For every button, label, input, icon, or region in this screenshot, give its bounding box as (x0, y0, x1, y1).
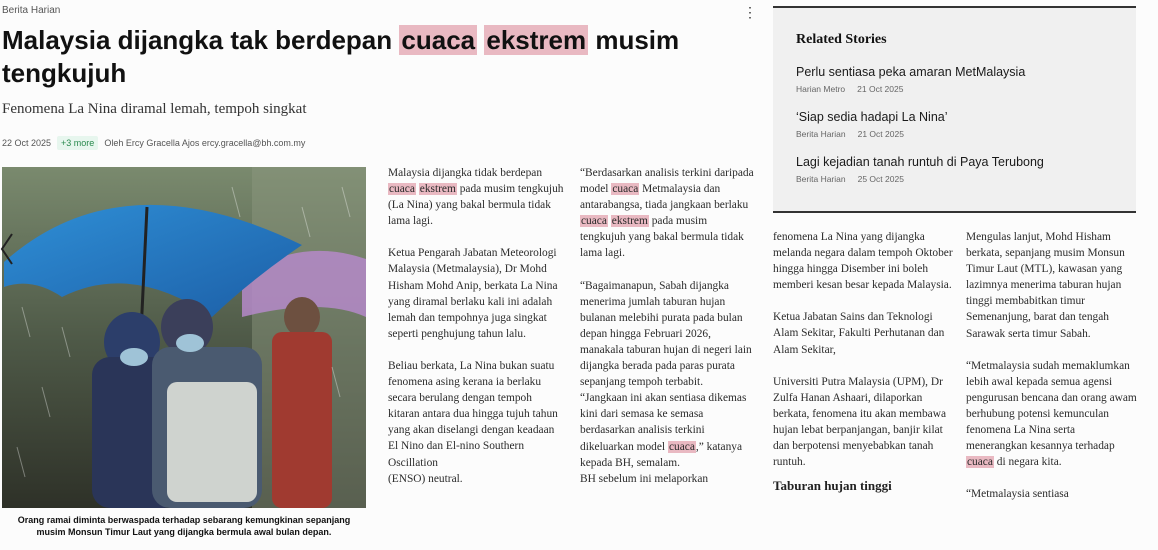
paragraph: “Bagaimanapun, Sabah dijangka menerima jumlah taburan hujan bulanan melebihi purata pada bulan depan hingga Februari 2026, manakala taburan hujan di negeri lain dijangka berada pada paras purata sepanjang tempoh terbabit. (580, 279, 752, 389)
photo-caption (2, 514, 366, 538)
paragraph (580, 165, 755, 262)
story-date: 21 Oct 2025 (857, 129, 904, 139)
search-highlight: cuaca (967, 456, 993, 469)
related-story-meta (796, 129, 1116, 139)
more-authors-button[interactable]: +3 more (57, 136, 98, 150)
byline: Oleh Ercy Gracella Ajos ercy.gracella@bh.com.my (104, 138, 306, 148)
related-story-title[interactable]: Perlu sentiasa peka amaran MetMalaysia (796, 65, 1026, 79)
related-story-link[interactable] (796, 155, 1116, 184)
related-story-title[interactable]: ‘Siap sedia hadapi La Nina’ (796, 110, 948, 124)
section-subheading: Taburan hujan tinggi (773, 478, 892, 494)
related-story-link[interactable] (796, 65, 1116, 94)
search-highlight: cuaca (612, 183, 639, 196)
related-story-meta (796, 174, 1116, 184)
chevron-left-icon[interactable] (0, 232, 14, 266)
text: ,” katanya kepada BH, semalam. (580, 440, 743, 469)
story-source: Berita Harian (796, 129, 846, 139)
paragraph (388, 165, 566, 229)
paragraph (966, 358, 1138, 471)
related-stories-panel (773, 6, 1136, 213)
paragraph: Ketua Jabatan Sains dan Teknologi Alam Sekitar, Fakulti Perhutanan dan Alam Sekitar, (773, 311, 945, 356)
publish-date: 22 Oct 2025 (2, 138, 52, 148)
article-headline (2, 24, 742, 90)
story-source: Berita Harian (796, 174, 846, 184)
text: Metmalaysia dan antarabangsa, tiada jangkaan berlaku (580, 183, 749, 212)
headline-text: Malaysia dijangka tak berdepan (2, 25, 393, 55)
publication-name: Berita Harian (2, 5, 61, 16)
text: “Metmalaysia sudah memaklumkan lebih awal kepada semua agensi pengurusan bencana dan orang awam berhubung potensi kemunculan fenomena La Nina serta menerangkan kesannya terhadap (966, 359, 1137, 453)
paragraph: “Metmalaysia sentiasa (966, 488, 1069, 501)
paragraph (580, 390, 755, 470)
paragraph: Ketua Pengarah Jabatan Meteorologi Malaysia (Metmalaysia), Dr Mohd Hisham Mohd Anip, berkata La Nina yang diramal berlaku kali ini adalah lemah dan tempohnya juga singkat seperti penghujung tahun lalu. (388, 247, 558, 340)
story-date: 25 Oct 2025 (857, 174, 904, 184)
story-source: Harian Metro (796, 84, 846, 94)
search-highlight: cuaca (581, 215, 607, 228)
article-meta (2, 136, 305, 150)
text: “Jangkaan ini akan sentiasa dikemas kini dari semasa ke semasa berdasarkan analisis terkini dikeluarkan model (580, 392, 747, 453)
related-story-title[interactable]: Lagi kejadian tanah runtuh di Paya Terubong (796, 155, 1044, 169)
paragraph: Universiti Putra Malaysia (UPM), Dr Zulfa Hanan Ashaari, dilaporkan berkata, fenomena itu akan membawa hujan lebat berpanjangan, banjir kilat dan berpotensi menyebabkan tanah runtuh. (773, 375, 946, 469)
text: “Berdasarkan analisis terkini daripada model (580, 167, 754, 196)
search-highlight: ekstrem (611, 215, 648, 228)
text: pada musim tengkujuh yang bakal bermula tidak lama lagi. (580, 215, 744, 260)
search-highlight: cuaca (401, 25, 476, 55)
headline-text: tengkujuh (2, 58, 127, 88)
paragraph: BH sebelum ini melaporkan (580, 472, 709, 485)
more-options-icon[interactable]: ⋮ (743, 4, 757, 20)
headline-text: musim (595, 25, 680, 55)
text: Malaysia dijangka tidak berdepan (388, 167, 543, 179)
text: pada musim tengkujuh (La Nina) yang bakal bermula tidak lama lagi. (388, 183, 564, 228)
article-subtitle: Fenomena La Nina diramal lemah, tempoh singkat (2, 101, 307, 117)
related-story-meta (796, 84, 1116, 94)
article-photo (2, 167, 366, 508)
article-column-2 (580, 165, 755, 503)
text: di negara kita. (996, 456, 1062, 469)
search-highlight: cuaca (668, 440, 695, 453)
article-column-1 (388, 165, 566, 503)
paragraph: Beliau berkata, La Nina bukan suatu fenomena asing kerana ia berlaku secara berulang dengan tempoh kitaran antara dua hingga tujuh tahun yang akan diselangi dengan keadaan El Nino dan El-nino Southern Oscillation (388, 359, 558, 469)
paragraph: fenomena La Nina yang dijangka melanda negara dalam tempoh Oktober hingga hingga Disember ini boleh memberi kesan besar kepada Malaysia. (773, 231, 953, 292)
search-highlight: ekstrem (486, 25, 587, 55)
related-story-link[interactable] (796, 110, 1116, 139)
related-stories-heading: Related Stories (796, 32, 887, 47)
story-date: 21 Oct 2025 (857, 84, 904, 94)
article-column-3 (773, 229, 953, 494)
article-column-4 (966, 229, 1138, 518)
caption-line: musim Monsun Timur Laut yang dijangka bermula awal bulan depan. (36, 527, 332, 537)
paragraph: Mengulas lanjut, Mohd Hisham berkata, sepanjang musim Monsun Timur Laut (MTL), kawasan yang lazimnya menerima taburan hujan tinggi membabitkan timur Semenanjung, barat dan tengah Sarawak serta timur Sabah. (966, 231, 1125, 340)
caption-line: Orang ramai diminta berwaspada terhadap sebarang kemungkinan sepanjang (17, 515, 351, 525)
search-highlight: cuaca (389, 183, 415, 196)
paragraph: (ENSO) neutral. (388, 472, 463, 485)
search-highlight: ekstrem (419, 183, 456, 196)
